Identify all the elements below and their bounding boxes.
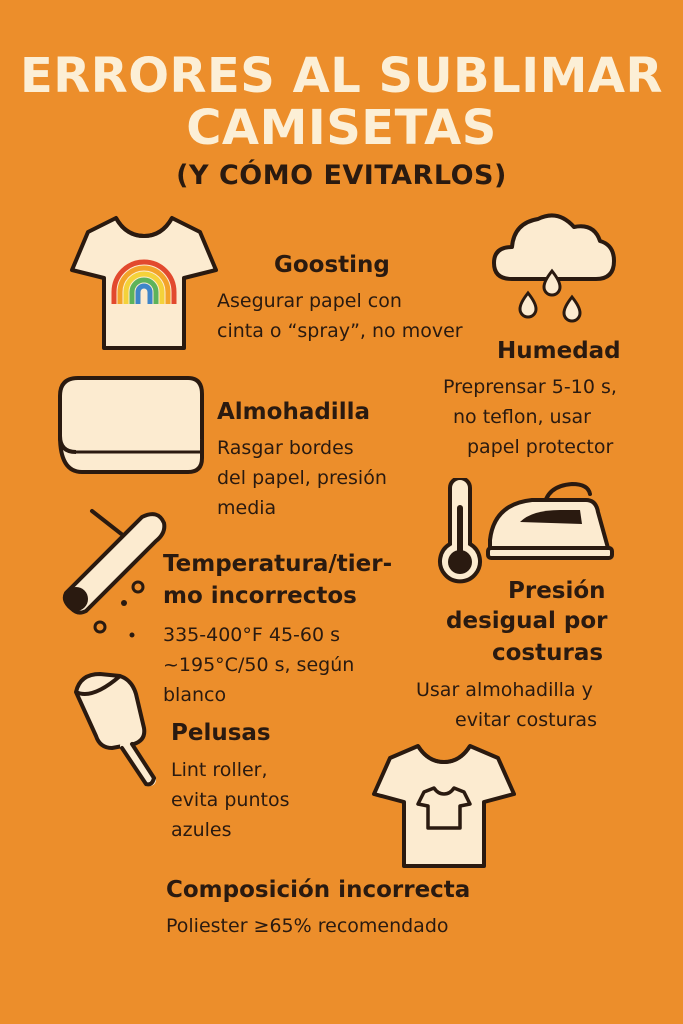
humedad-desc-3: papel protector (467, 436, 614, 458)
temperatura-desc-2: ~195°C/50 s, según (163, 654, 355, 676)
almohadilla-desc-2: del papel, presión (217, 467, 387, 489)
temperatura-heading-1: Temperatura/tier- (163, 551, 393, 577)
goosting-desc-1: Asegurar papel con (217, 290, 402, 312)
pelusas-desc-2: evita puntos (171, 789, 290, 811)
presion-desc-2: evitar costuras (455, 709, 597, 731)
presion-desc-1: Usar almohadilla y (416, 679, 593, 701)
tshirt-rainbow-icon (68, 212, 220, 354)
almohadilla-heading: Almohadilla (217, 399, 370, 425)
roller-icon (66, 668, 162, 788)
lint-roller-tube-icon (58, 503, 168, 638)
composicion-desc: Poliester ≥65% recomendado (166, 915, 449, 937)
humedad-desc-2: no teflon, usar (453, 406, 591, 428)
presion-heading-2: desigual por (446, 608, 608, 634)
presion-heading-1: Presión (508, 578, 606, 604)
temperatura-heading-2: mo incorrectos (163, 583, 357, 609)
composicion-heading: Composición incorrecta (166, 877, 471, 903)
pillow-icon (52, 372, 208, 478)
temperatura-desc-1: 335-400°F 45-60 s (163, 624, 341, 646)
almohadilla-desc-3: media (217, 497, 277, 519)
thermometer-icon (432, 478, 488, 594)
page-subtitle: (Y CÓMO EVITARLOS) (176, 160, 507, 191)
iron-icon (484, 478, 616, 562)
pelusas-heading: Pelusas (171, 720, 271, 746)
page-title-line1: ERRORES AL SUBLIMAR (20, 48, 663, 104)
humedad-desc-1: Preprensar 5-10 s, (443, 376, 617, 398)
temperatura-desc-3: blanco (163, 684, 227, 706)
goosting-heading: Goosting (274, 252, 390, 278)
pelusas-desc-3: azules (171, 819, 232, 841)
page-title-line2: CAMISETAS (186, 100, 497, 156)
tshirt-icon (370, 740, 518, 872)
pelusas-desc-1: Lint roller, (171, 759, 268, 781)
humedad-heading: Humedad (497, 338, 621, 364)
rain-cloud-icon (490, 205, 618, 325)
presion-heading-3: costuras (492, 640, 604, 666)
almohadilla-desc-1: Rasgar bordes (217, 437, 354, 459)
goosting-desc-2: cinta o “spray”, no mover (217, 320, 463, 342)
